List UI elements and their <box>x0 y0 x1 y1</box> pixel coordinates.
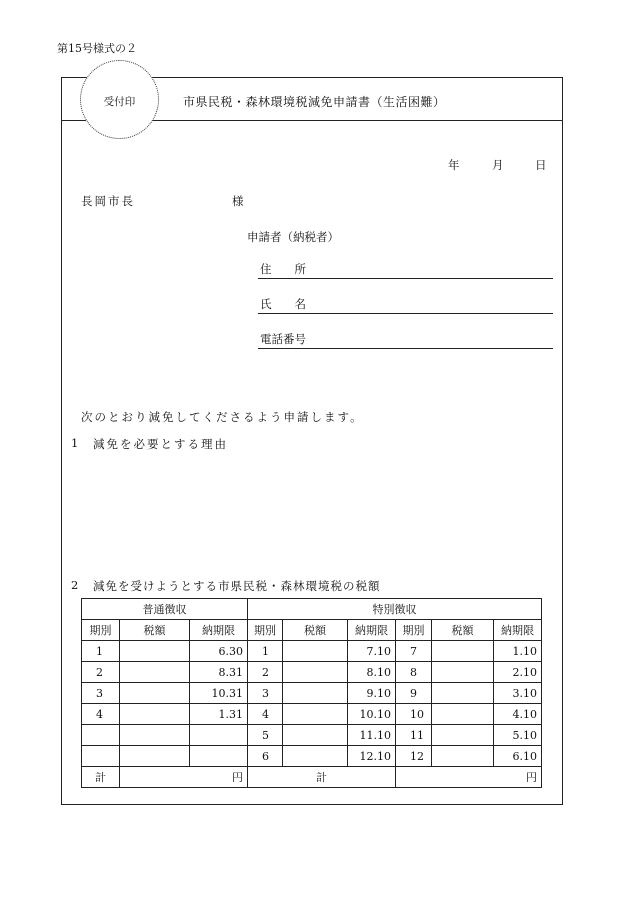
col-header-deadline: 納期限 <box>190 620 248 641</box>
special-deadline: 11.10 <box>348 725 396 746</box>
ordinary-amount-cell[interactable] <box>120 662 190 683</box>
ordinary-amount-cell[interactable] <box>120 683 190 704</box>
form-number: 第15号様式の２ <box>57 42 137 55</box>
special-amount-cell[interactable] <box>432 683 494 704</box>
col-header-deadline: 納期限 <box>494 620 542 641</box>
special-period: 6 <box>248 746 283 767</box>
table-row <box>82 641 542 662</box>
special-deadline: 3.10 <box>494 683 542 704</box>
special-total-yen[interactable]: 円 <box>396 767 542 788</box>
special-period: 3 <box>248 683 283 704</box>
special-amount-cell[interactable] <box>283 746 348 767</box>
special-deadline: 5.10 <box>494 725 542 746</box>
ordinary-total-label: 計 <box>82 767 120 788</box>
ordinary-amount-cell[interactable] <box>120 746 190 767</box>
col-header-deadline: 納期限 <box>348 620 396 641</box>
addressee-name: 長岡市長 <box>81 194 135 208</box>
ordinary-period <box>82 746 120 767</box>
form-title: 市県民税・森林環境税減免申請書（生活困難） <box>183 95 446 109</box>
col-header-period: 期別 <box>82 620 120 641</box>
special-amount-cell[interactable] <box>432 662 494 683</box>
date-year-label: 年 <box>448 158 460 172</box>
special-amount-cell[interactable] <box>432 746 494 767</box>
table-row <box>82 746 542 767</box>
ordinary-amount-cell[interactable] <box>120 641 190 662</box>
table-row <box>82 662 542 683</box>
ordinary-deadline: 1.31 <box>190 704 248 725</box>
phone-field[interactable] <box>258 332 553 349</box>
applicant-heading: 申請者（納税者） <box>247 230 339 244</box>
phone-label: 電話番号 <box>260 332 306 346</box>
special-amount-cell[interactable] <box>283 683 348 704</box>
date-day-label: 日 <box>535 158 547 172</box>
special-amount-cell[interactable] <box>283 641 348 662</box>
special-amount-cell[interactable] <box>432 704 494 725</box>
ordinary-deadline: 10.31 <box>190 683 248 704</box>
special-period: 2 <box>248 662 283 683</box>
ordinary-deadline <box>190 725 248 746</box>
ordinary-deadline: 8.31 <box>190 662 248 683</box>
ordinary-period: 4 <box>82 704 120 725</box>
special-amount-cell[interactable] <box>432 725 494 746</box>
special-deadline: 9.10 <box>348 683 396 704</box>
special-deadline: 2.10 <box>494 662 542 683</box>
ordinary-deadline: 6.30 <box>190 641 248 662</box>
ordinary-period: 3 <box>82 683 120 704</box>
special-deadline: 10.10 <box>348 704 396 725</box>
special-deadline: 12.10 <box>348 746 396 767</box>
special-amount-cell[interactable] <box>283 662 348 683</box>
special-period: 5 <box>248 725 283 746</box>
special-period: 11 <box>396 725 432 746</box>
special-period: 1 <box>248 641 283 662</box>
name-field[interactable] <box>258 297 553 314</box>
table-row <box>82 704 542 725</box>
ordinary-total-yen[interactable]: 円 <box>120 767 248 788</box>
ordinary-amount-cell[interactable] <box>120 725 190 746</box>
special-period: 9 <box>396 683 432 704</box>
special-amount-cell[interactable] <box>283 704 348 725</box>
section1-number: 1 <box>71 436 79 450</box>
tax-amount-table <box>81 598 542 788</box>
special-deadline: 4.10 <box>494 704 542 725</box>
special-period: 8 <box>396 662 432 683</box>
addressee-honorific: 様 <box>232 194 244 208</box>
col-header-period: 期別 <box>248 620 283 641</box>
special-period: 7 <box>396 641 432 662</box>
total-row <box>82 767 542 788</box>
special-deadline: 1.10 <box>494 641 542 662</box>
special-amount-cell[interactable] <box>283 725 348 746</box>
special-period: 10 <box>396 704 432 725</box>
name-label: 氏 名 <box>260 297 306 311</box>
reception-stamp-area <box>80 60 159 139</box>
address-field[interactable] <box>258 262 553 279</box>
section1-title: 減免を必要とする理由 <box>93 437 228 451</box>
table-row <box>82 683 542 704</box>
special-amount-cell[interactable] <box>432 641 494 662</box>
special-deadline: 8.10 <box>348 662 396 683</box>
special-deadline: 7.10 <box>348 641 396 662</box>
section2-title: 減免を受けようとする市県民税・森林環境税の税額 <box>93 579 381 593</box>
col-header-period: 期別 <box>396 620 432 641</box>
col-header-amount: 税額 <box>283 620 348 641</box>
request-text: 次のとおり減免してくださるよう申請します。 <box>81 410 364 424</box>
table-row <box>82 725 542 746</box>
date-month-label: 月 <box>492 158 504 172</box>
special-period: 4 <box>248 704 283 725</box>
header-special-collection: 特別徴収 <box>248 599 542 620</box>
col-header-amount: 税額 <box>120 620 190 641</box>
ordinary-period: 1 <box>82 641 120 662</box>
address-label: 住 所 <box>260 262 306 276</box>
ordinary-period <box>82 725 120 746</box>
col-header-amount: 税額 <box>432 620 494 641</box>
header-ordinary-collection: 普通徴収 <box>82 599 248 620</box>
ordinary-deadline <box>190 746 248 767</box>
ordinary-amount-cell[interactable] <box>120 704 190 725</box>
ordinary-period: 2 <box>82 662 120 683</box>
special-deadline: 6.10 <box>494 746 542 767</box>
special-period: 12 <box>396 746 432 767</box>
special-total-label: 計 <box>248 767 396 788</box>
section2-number: 2 <box>71 578 79 592</box>
stamp-label: 受付印 <box>103 96 136 108</box>
